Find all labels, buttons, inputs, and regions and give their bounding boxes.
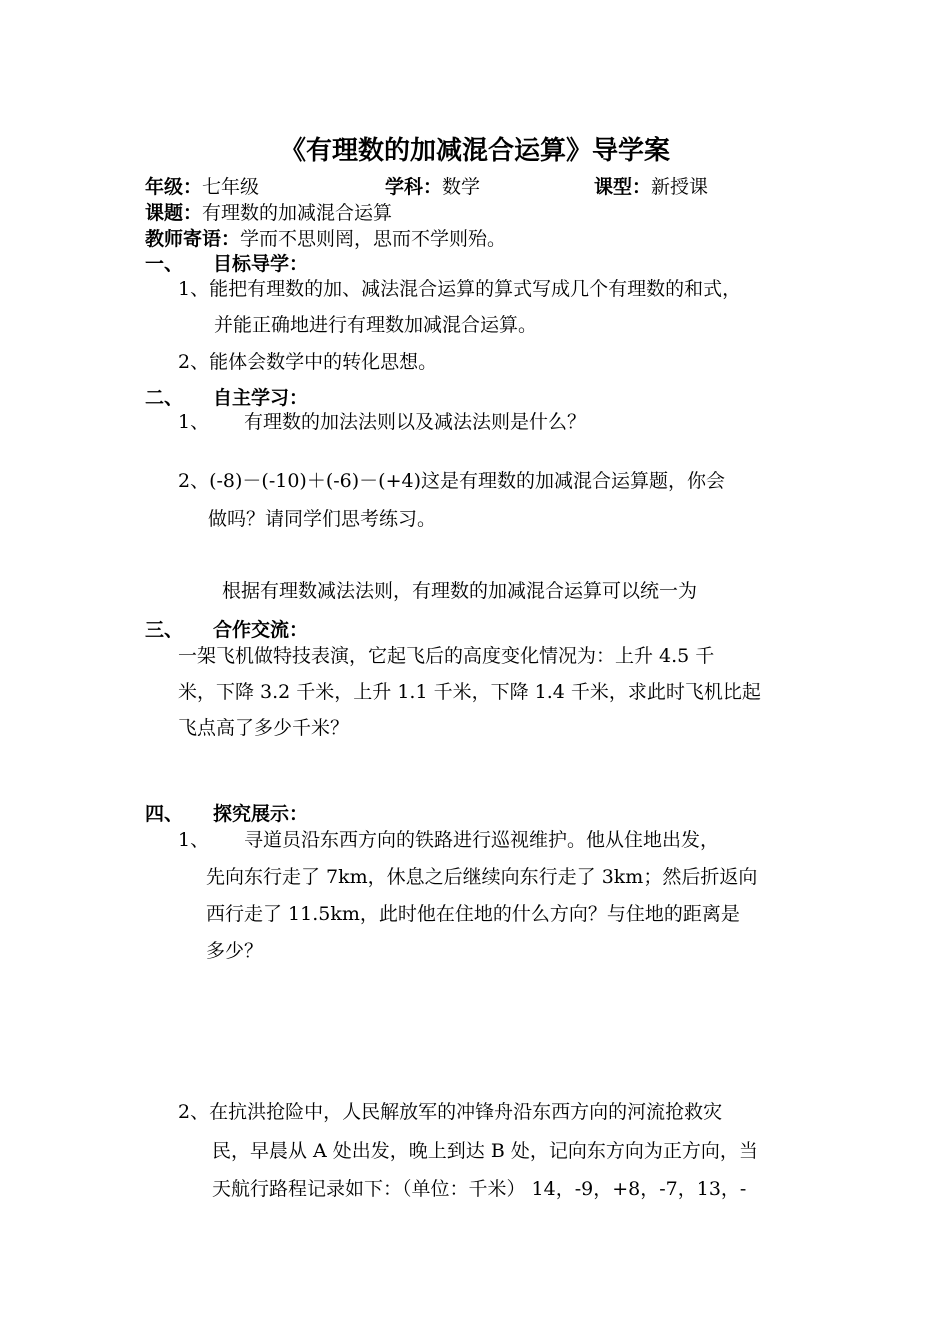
section-4-number: 四、 xyxy=(145,803,184,825)
topic-label: 课题： xyxy=(145,202,203,224)
cooperation-problem-line-2: 米，下降 3.2 千米，上升 1.1 千米，下降 1.4 千米，求此时飞机比起 xyxy=(178,681,761,703)
study-item-1 xyxy=(178,410,586,434)
cooperation-problem-line-1: 一架飞机做特技表演，它起飞后的高度变化情况为：上升 4.5 千 xyxy=(178,645,715,667)
explore-item-1-line-1 xyxy=(178,828,719,852)
document-title: 《有理数的加减混合运算》导学案 xyxy=(279,136,670,166)
section-1-title: 目标导学： xyxy=(213,253,309,275)
section-1-number: 一、 xyxy=(145,253,184,275)
section-3-number: 三、 xyxy=(145,619,184,641)
grade-field xyxy=(145,175,259,199)
topic-field xyxy=(145,201,392,225)
section-2-number: 二、 xyxy=(145,387,184,409)
study-item-2-line-2: 做吗？请同学们思考练习。 xyxy=(208,508,437,530)
goal-item-1-line-2: 并能正确地进行有理数加减混合运算。 xyxy=(214,314,538,336)
section-3-title: 合作交流： xyxy=(213,619,309,641)
section-2-title: 自主学习： xyxy=(213,387,309,409)
section-4-heading xyxy=(145,802,308,826)
goal-item-1-line-1: 1、能把有理数的加、减法混合运算的算式写成几个有理数的和式， xyxy=(178,278,742,300)
study-item-1-text: 有理数的加法法则以及减法法则是什么？ xyxy=(244,411,587,433)
motto-label: 教师寄语： xyxy=(145,228,241,250)
study-item-1-number: 1、 xyxy=(178,411,210,433)
cooperation-problem-line-3: 飞点高了多少千米？ xyxy=(178,717,350,739)
subject-label: 学科： xyxy=(385,176,443,198)
subject-field xyxy=(385,175,480,199)
explore-item-1-line-2: 先向东行走了 7km，休息之后继续向东行走了 3km；然后折返向 xyxy=(206,866,758,888)
motto-value: 学而不思则罔，思而不学则殆。 xyxy=(240,228,507,250)
section-4-title: 探究展示： xyxy=(213,803,309,825)
explore-item-1-number: 1、 xyxy=(178,829,210,851)
goal-item-2: 2、能体会数学中的转化思想。 xyxy=(178,351,438,373)
explore-item-1-line-3: 西行走了 11.5km，此时他在住地的什么方向？与住地的距离是 xyxy=(206,903,740,925)
explore-item-1-line-4: 多少？ xyxy=(206,940,264,962)
lesson-type-field xyxy=(594,175,708,199)
explore-item-2-line-3: 天航行路程记录如下：（单位：千米） 14，-9，+8，-7，13，- xyxy=(212,1178,747,1200)
lesson-type-value: 新授课 xyxy=(651,176,709,198)
explore-item-1-text: 寻道员沿东西方向的铁路进行巡视维护。他从住地出发， xyxy=(244,829,720,851)
grade-label: 年级： xyxy=(145,176,203,198)
section-2-heading xyxy=(145,386,308,410)
explore-item-2-line-1: 2、在抗洪抢险中，人民解放军的冲锋舟沿东西方向的河流抢救灾 xyxy=(178,1101,723,1123)
topic-value: 有理数的加减混合运算 xyxy=(202,202,393,224)
study-item-2-line-1: 2、(-8)－(-10)＋(-6)－(+4)这是有理数的加减混合运算题，你会 xyxy=(178,470,726,492)
lesson-type-label: 课型： xyxy=(594,176,652,198)
explore-item-2-line-2: 民，早晨从 A 处出发，晚上到达 B 处，记向东方向为正方向，当 xyxy=(212,1140,758,1162)
study-note: 根据有理数减法法则，有理数的加减混合运算可以统一为 xyxy=(222,580,698,602)
grade-value: 七年级 xyxy=(202,176,260,198)
subject-value: 数学 xyxy=(442,176,481,198)
section-3-heading xyxy=(145,618,308,642)
motto-field xyxy=(145,227,506,251)
section-1-heading xyxy=(145,252,308,276)
